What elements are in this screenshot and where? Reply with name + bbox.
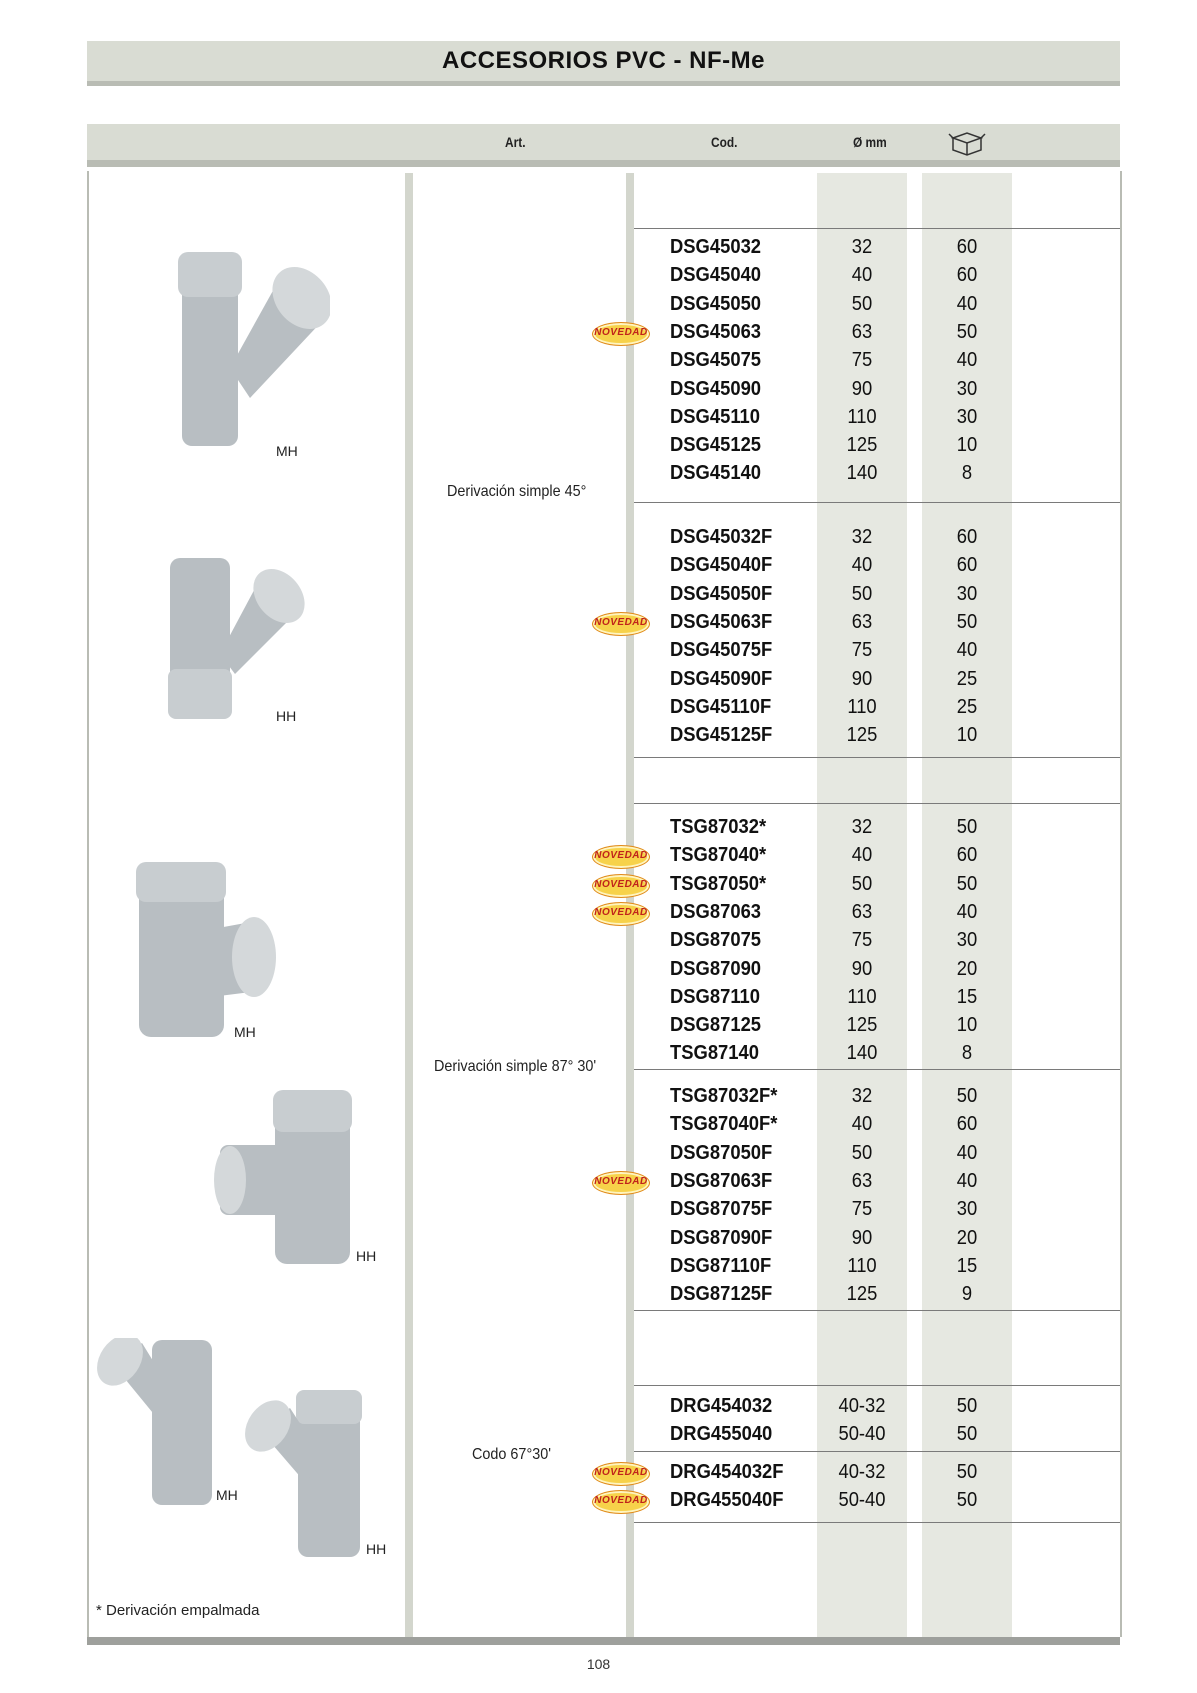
novedad-badge-label: NOVEDAD: [594, 326, 648, 338]
article-label: Derivación simple 87° 30': [434, 1058, 597, 1075]
product-code: DSG45063: [670, 320, 762, 343]
novedad-badge-label: NOVEDAD: [594, 1175, 648, 1187]
diameter-value: 63: [851, 320, 873, 343]
product-code: TSG87040*: [670, 844, 767, 867]
novedad-badge-label: NOVEDAD: [594, 1495, 648, 1507]
box-quantity-value: 25: [956, 695, 978, 718]
box-quantity-value: 60: [956, 526, 978, 548]
product-code: DSG45140: [670, 462, 762, 485]
box-quantity-value: 8: [961, 462, 973, 485]
product-code: DSG87063: [670, 900, 762, 923]
box-quantity-value: 9: [961, 1283, 973, 1306]
box-quantity-value: 60: [956, 844, 978, 867]
diameter-value: 63: [851, 1169, 873, 1192]
novedad-badge: [592, 322, 650, 346]
product-code: DSG87090: [670, 957, 762, 980]
product-code: TSG87050*: [670, 872, 767, 895]
diameter-value: 75: [851, 1198, 873, 1221]
product-code: DSG87075F: [670, 1198, 773, 1221]
product-code: DSG87110: [670, 985, 761, 1008]
product-code: DSG45110F: [670, 695, 772, 718]
row-divider: [634, 1522, 1120, 1523]
box-quantity-value: 25: [956, 667, 978, 690]
diameter-value: 125: [846, 1283, 878, 1306]
diameter-value: 110: [847, 1254, 877, 1277]
diameter-value: 50: [851, 582, 873, 605]
box-quantity-value: 20: [956, 957, 978, 980]
diameter-value: 63: [851, 900, 873, 923]
box-quantity-value: 30: [956, 929, 978, 952]
product-code: DSG45050F: [670, 582, 773, 605]
row-divider: [634, 803, 1120, 804]
diameter-value: 75: [851, 349, 873, 372]
box-quantity-value: 50: [956, 610, 978, 633]
product-code: DRG454032F: [670, 1461, 784, 1483]
novedad-badge-label: NOVEDAD: [594, 1467, 648, 1478]
novedad-badge-label: NOVEDAD: [594, 878, 648, 890]
box-quantity-value: 60: [956, 554, 978, 577]
box-quantity-value: 50: [956, 872, 978, 895]
diameter-value: 90: [851, 957, 873, 980]
product-code: DSG45090F: [670, 667, 773, 690]
product-code: DRG454032: [670, 1395, 773, 1417]
product-code: TSG87032F*: [670, 1085, 778, 1107]
box-quantity-value: 40: [956, 292, 978, 315]
header-cod: Cod.: [711, 134, 738, 150]
box-quantity-value: 50: [956, 1461, 978, 1483]
diameter-value: 75: [851, 929, 873, 952]
box-quantity-value: 60: [956, 1113, 978, 1136]
box-quantity-value: 30: [956, 405, 978, 428]
box-quantity-value: 40: [956, 639, 978, 662]
diameter-value: 40: [851, 554, 873, 577]
product-code: DSG45040: [670, 264, 762, 287]
box-quantity-value: 60: [956, 236, 978, 258]
tee-mh-image: [136, 862, 286, 1042]
novedad-badge-label: NOVEDAD: [594, 616, 648, 628]
wye-67-hh-image: [238, 1390, 368, 1560]
wye-45-mh-image: [170, 248, 330, 448]
table-header: [87, 124, 1120, 167]
article-label: Codo 67°30': [472, 1446, 551, 1463]
page-number: 108: [586, 1656, 611, 1672]
diameter-value: 40: [851, 264, 873, 287]
diameter-value: 90: [851, 377, 873, 400]
box-quantity-value: 40: [956, 349, 978, 372]
novedad-badge: [592, 902, 650, 926]
diameter-value: 50: [851, 872, 873, 895]
diameter-value: 110: [847, 985, 877, 1008]
wye-45-hh-image: [165, 554, 305, 724]
product-code: DSG45032F: [670, 526, 773, 548]
footnote: * Derivación empalmada: [96, 1602, 260, 1619]
box-quantity-value: 30: [956, 582, 978, 605]
connection-label: MH: [276, 443, 298, 459]
box-quantity-value: 40: [956, 1141, 978, 1164]
connection-label: HH: [276, 708, 297, 724]
title-bar: [87, 41, 1120, 86]
row-divider: [634, 1385, 1120, 1386]
diameter-value: 125: [846, 434, 878, 457]
product-code: DSG45075: [670, 349, 762, 372]
column-separator: [405, 173, 413, 1637]
diameter-value: 90: [851, 1226, 873, 1249]
box-quantity-value: 60: [956, 264, 978, 287]
diameter-value: 110: [847, 695, 877, 718]
box-quantity-value: 15: [956, 985, 978, 1008]
row-divider: [634, 1310, 1120, 1311]
diameter-value: 32: [851, 816, 873, 838]
diameter-value: 40: [851, 844, 873, 867]
product-code: DSG45032: [670, 236, 762, 258]
product-code: DRG455040F: [670, 1489, 784, 1512]
product-code: TSG87032*: [670, 816, 767, 838]
product-code: DSG87125: [670, 1014, 762, 1037]
product-code: DSG45040F: [670, 554, 773, 577]
product-code: DSG87050F: [670, 1141, 773, 1164]
novedad-badge: [592, 874, 650, 898]
diameter-value: 90: [851, 667, 873, 690]
diameter-value: 40-32: [838, 1461, 886, 1483]
product-code: DSG45125F: [670, 724, 773, 747]
novedad-badge: [592, 1462, 650, 1486]
product-code: DSG45125: [670, 434, 762, 457]
product-code: DSG87110F: [670, 1254, 772, 1277]
box-quantity-value: 50: [956, 816, 978, 838]
product-code: DSG45090: [670, 377, 762, 400]
box-quantity-value: 50: [956, 1085, 978, 1107]
diameter-value: 75: [851, 639, 873, 662]
row-divider: [634, 1069, 1120, 1070]
product-code: DSG45110: [670, 405, 761, 428]
header-art: Art.: [505, 134, 526, 150]
connection-label: MH: [216, 1487, 238, 1503]
diameter-value: 125: [846, 724, 878, 747]
diameter-value: 40-32: [838, 1395, 886, 1417]
product-code: TSG87140: [670, 1042, 759, 1065]
box-quantity-value: 40: [956, 1169, 978, 1192]
table-bottom-bar: [87, 1637, 1120, 1645]
box-quantity-value: 10: [956, 1014, 978, 1037]
connection-label: HH: [366, 1541, 387, 1557]
diameter-value: 50: [851, 292, 873, 315]
box-icon: [947, 128, 987, 158]
product-code: DRG455040: [670, 1423, 773, 1446]
diameter-value: 50-40: [838, 1489, 886, 1512]
product-code: DSG87063F: [670, 1169, 773, 1192]
product-code: TSG87040F*: [670, 1113, 778, 1136]
box-quantity-value: 10: [956, 724, 978, 747]
row-divider: [634, 757, 1120, 758]
diameter-value: 140: [846, 1042, 878, 1065]
novedad-badge: [592, 1171, 650, 1195]
row-divider: [634, 228, 1120, 229]
wye-67-mh-image: [92, 1338, 222, 1508]
box-quantity-value: 50: [956, 1423, 978, 1446]
box-quantity-value: 30: [956, 1198, 978, 1221]
diameter-value: 63: [851, 610, 873, 633]
product-code: DSG87125F: [670, 1283, 773, 1306]
novedad-badge-label: NOVEDAD: [594, 850, 648, 862]
diameter-value: 40: [851, 1113, 873, 1136]
box-quantity-value: 50: [956, 1489, 978, 1512]
header-diameter: Ø mm: [853, 134, 887, 150]
box-quantity-value: 50: [956, 320, 978, 343]
diameter-value: 50-40: [838, 1423, 886, 1446]
box-quantity-value: 10: [956, 434, 978, 457]
box-quantity-value: 30: [956, 377, 978, 400]
tee-hh-image: [210, 1090, 380, 1270]
diameter-value: 125: [846, 1014, 878, 1037]
product-code: DSG45050: [670, 292, 762, 315]
box-quantity-value: 15: [956, 1254, 978, 1277]
diameter-value: 50: [851, 1141, 873, 1164]
diameter-value: 110: [847, 405, 877, 428]
connection-label: MH: [234, 1024, 256, 1040]
page-title: ACCESORIOS PVC - NF-Me: [441, 47, 766, 74]
product-code: DSG87075: [670, 929, 762, 952]
box-quantity-value: 8: [961, 1042, 973, 1065]
row-divider: [634, 502, 1120, 503]
article-label: Derivación simple 45°: [447, 483, 587, 500]
novedad-badge: [592, 612, 650, 636]
row-divider: [634, 1451, 1120, 1452]
box-quantity-value: 50: [956, 1395, 978, 1417]
box-quantity-value: 20: [956, 1226, 978, 1249]
diameter-value: 140: [846, 462, 878, 485]
product-code: DSG45075F: [670, 639, 773, 662]
box-quantity-value: 40: [956, 900, 978, 923]
diameter-value: 32: [851, 526, 873, 548]
novedad-badge-label: NOVEDAD: [594, 906, 648, 918]
connection-label: HH: [356, 1248, 377, 1264]
diameter-value: 32: [851, 1085, 873, 1107]
product-code: DSG45063F: [670, 610, 773, 633]
diameter-value: 32: [851, 236, 873, 258]
product-code: DSG87090F: [670, 1226, 773, 1249]
